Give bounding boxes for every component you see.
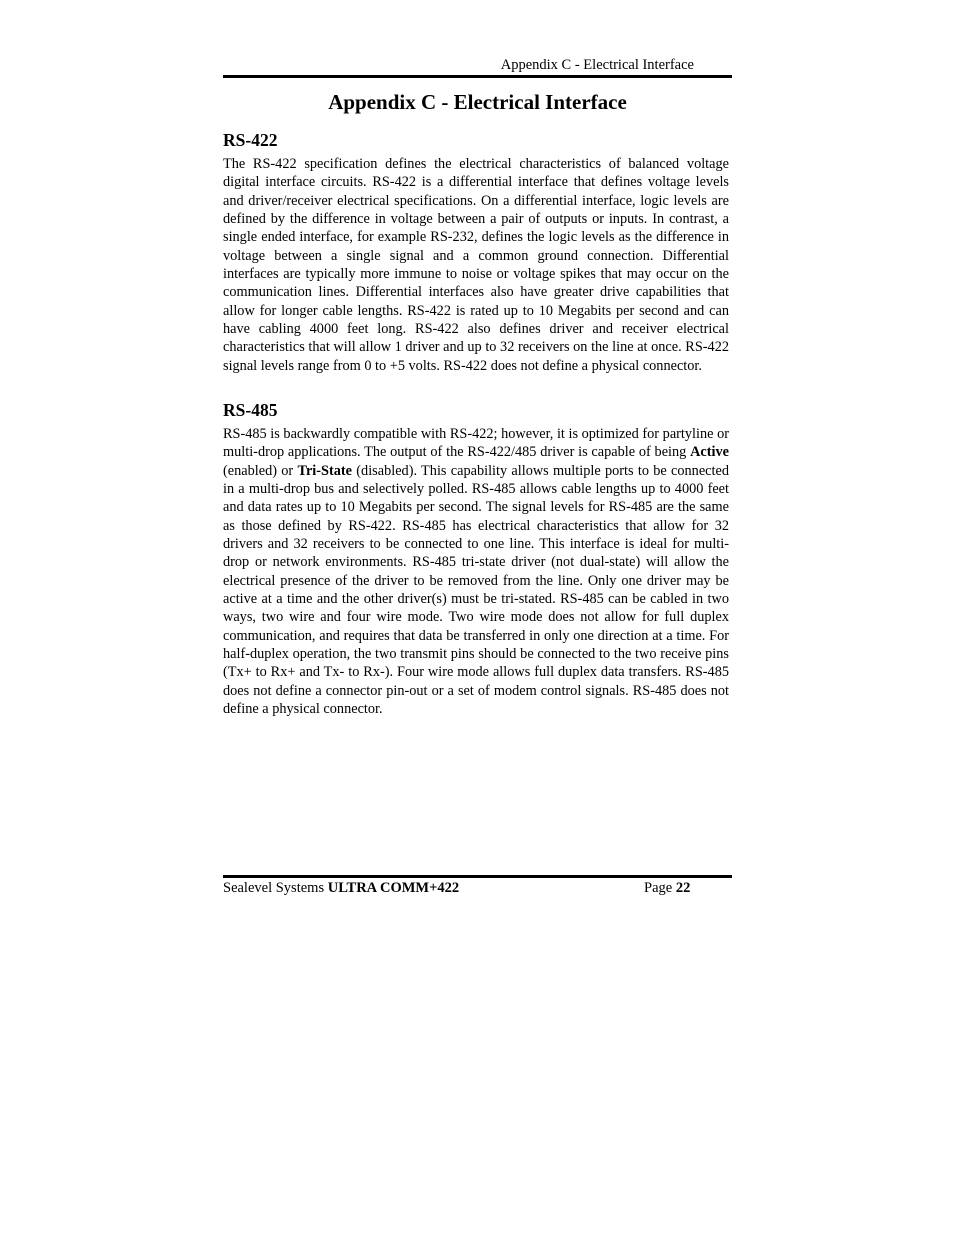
rs485-text-part2: (enabled) or	[223, 462, 298, 479]
term-active: Active	[690, 444, 729, 461]
footer-product	[223, 880, 459, 897]
term-tri-state: Tri-State	[297, 462, 352, 479]
section-heading-rs422: RS-422	[223, 130, 278, 150]
footer-rule	[223, 875, 732, 878]
footer-page-label: Page	[644, 880, 673, 896]
page-title: Appendix C - Electrical Interface	[328, 90, 627, 114]
footer-product-name: ULTRA COMM+422	[327, 880, 460, 896]
rs485-text-part1: RS-485 is backwardly compatible with RS-422; however, it is optimized for partyline or multi-drop applications. The output of the RS-422/485 driver is capable of being	[223, 426, 729, 461]
section-heading-rs485: RS-485	[223, 400, 278, 420]
section-body-rs485	[223, 425, 729, 719]
rs485-text-part3: (disabled). This capability allows multiple ports to be connected in a multi-drop bus and selectively polled. RS-485 allows cable lengths up to 4000 feet and data rates up to 10 Megabits per second. The signal levels for RS-485 are the same as those defined by RS-422. RS-485 has electrical characteristics that allow for 32 drivers and 32 receivers to be connected to one line. This interface is ideal for multi-drop or network environments. RS-485 tri-state driver (not dual-state) will allow the electrical presence of the driver to be removed from the line. Only one driver may be active at a time and the other driver(s) must be tri-stated. RS-485 can be cabled in two ways, two wire and four wire mode. Two wire mode does not allow for full duplex communication, and requires that data be transferred in only one direction at a time. For half-duplex operation, the two transmit pins should be connected to the two receive pins (Tx+ to Rx+ and Tx- to Rx-). Four wire mode allows full duplex data transfers. RS-485 does not define a connector pin-out or a set of modem control signals. RS-485 does not define a physical connector.	[223, 462, 729, 718]
running-header: Appendix C - Electrical Interface	[500, 57, 694, 73]
footer-company: Sealevel Systems	[223, 880, 325, 896]
page-number: 22	[675, 880, 691, 896]
footer-page	[644, 880, 690, 897]
header-rule	[223, 75, 732, 78]
section-body-rs422: The RS-422 specification defines the electrical characteristics of balanced voltage digital interface circuits. RS-422 is a differential interface that defines voltage levels and driver/receiver electrical specifications. On a differential interface, logic levels are defined by the difference in voltage between a pair of outputs or inputs. In contrast, a single ended interface, for example RS-232, defines the logic levels as the difference in voltage between a single signal and a common ground connection. Differential interfaces are typically more immune to noise or voltage spikes that may occur on the communication lines. Differential interfaces also have greater drive capabilities that allow for longer cable lengths. RS-422 is rated up to 10 Megabits per second and can have cabling 4000 feet long. RS-422 also defines driver and receiver electrical characteristics that will allow 1 driver and up to 32 receivers on the line at once. RS-422 signal levels range from 0 to +5 volts. RS-422 does not define a physical connector.	[223, 156, 729, 374]
